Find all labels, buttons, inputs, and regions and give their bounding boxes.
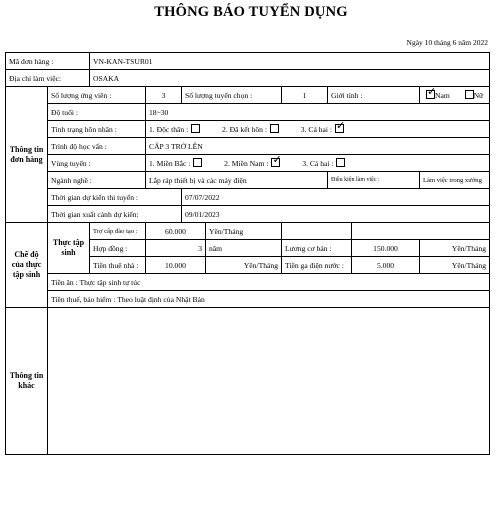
industry-label: Ngành nghề :	[48, 172, 146, 189]
order-code-value: VN-KAN-TSUR01	[90, 53, 490, 70]
education-label: Trình độ học vấn :	[48, 138, 146, 155]
food-note: Tiền ăn : Thực tập sinh tự túc	[48, 274, 490, 291]
trainee-sub-label: Thực tập sinh	[48, 223, 90, 274]
gender-male-checkbox[interactable]	[426, 90, 435, 99]
order-info-section-label: Thông tin đơn hàng	[6, 87, 48, 223]
applicants-label: Số lượng ứng viên :	[48, 87, 146, 104]
other-info-section-label: Thông tin khác	[6, 308, 48, 455]
region-both-label: 3. Cả hai :	[302, 159, 334, 168]
gender-label: Giới tính :	[328, 87, 420, 104]
utilities-unit: Yên/Tháng	[420, 257, 490, 274]
contract-unit: năm	[206, 240, 282, 257]
gender-options	[420, 87, 490, 104]
marital-married-checkbox[interactable]	[270, 124, 279, 133]
base-salary-label: Lương cơ bản :	[282, 240, 352, 257]
marital-options	[146, 121, 490, 138]
utilities-value: 5.000	[352, 257, 420, 274]
region-both-checkbox[interactable]	[336, 158, 345, 167]
gender-female-label: Nữ	[473, 91, 484, 100]
base-salary-value: 150.000	[352, 240, 420, 257]
region-options	[146, 155, 490, 172]
base-salary-unit: Yên/Tháng	[420, 240, 490, 257]
training-allowance-value: 60.000	[146, 223, 206, 240]
order-code-label: Mã đơn hàng :	[6, 53, 90, 70]
exam-value: 07/07/2022	[182, 189, 490, 206]
selected-value: 1	[282, 87, 328, 104]
selected-label: Số lượng tuyển chọn :	[182, 87, 282, 104]
rent-label: Tiền thuê nhà :	[90, 257, 146, 274]
contract-label: Hợp đồng :	[90, 240, 146, 257]
gender-male-label: Nam	[435, 91, 450, 100]
age-value: 18~30	[146, 104, 490, 121]
trainee-section-label: Chế độ của thực tập sinh	[6, 223, 48, 308]
rent-unit: Yên/Tháng	[206, 257, 282, 274]
marital-both-label: 3. Cả hai :	[300, 125, 332, 134]
region-north-label: 1. Miền Bắc :	[149, 159, 191, 168]
age-label: Độ tuổi :	[48, 104, 146, 121]
utilities-label: Tiền ga điện nước :	[282, 257, 352, 274]
applicants-value: 3	[146, 87, 182, 104]
other-info-content	[48, 308, 490, 455]
industry-value: Lắp ráp thiết bị và các máy điện	[146, 172, 328, 189]
rent-value: 10.000	[146, 257, 206, 274]
contract-value: 3	[146, 240, 206, 257]
marital-label: Tình trạng hôn nhân :	[48, 121, 146, 138]
region-label: Vùng tuyển :	[48, 155, 146, 172]
marital-single-checkbox[interactable]	[191, 124, 200, 133]
recruitment-form	[5, 52, 490, 455]
document-date: Ngày 10 tháng 6 năm 2022	[406, 38, 488, 47]
conditions-value: Làm việc trong xưởng	[420, 172, 490, 189]
region-north-checkbox[interactable]	[193, 158, 202, 167]
page-title: THÔNG BÁO TUYỂN DỤNG	[154, 4, 348, 20]
region-south-label: 2. Miền Nam :	[224, 159, 269, 168]
marital-married-label: 2. Đã kết hôn :	[222, 125, 267, 134]
education-value: CẤP 3 TRỞ LÊN	[146, 138, 490, 155]
address-label: Địa chỉ làm việc:	[6, 70, 90, 87]
gender-female-checkbox[interactable]	[465, 90, 474, 99]
conditions-label: Điều kiện làm việc :	[328, 172, 420, 189]
marital-both-checkbox[interactable]	[335, 124, 344, 133]
exam-label: Thời gian dự kiến thi tuyển :	[48, 189, 182, 206]
departure-label: Thời gian xuất cảnh dự kiến:	[48, 206, 182, 223]
tax-note: Tiền thuế, bảo hiểm : Theo luật định của Nhật Bản	[48, 291, 490, 308]
training-allowance-unit: Yên/Tháng	[206, 223, 282, 240]
marital-single-label: 1. Độc thân :	[149, 125, 189, 134]
departure-value: 09/01/2023	[182, 206, 490, 223]
address-value: OSAKA	[90, 70, 490, 87]
region-south-checkbox[interactable]	[271, 158, 280, 167]
training-allowance-label: Trợ cấp đào tạo :	[90, 223, 146, 240]
